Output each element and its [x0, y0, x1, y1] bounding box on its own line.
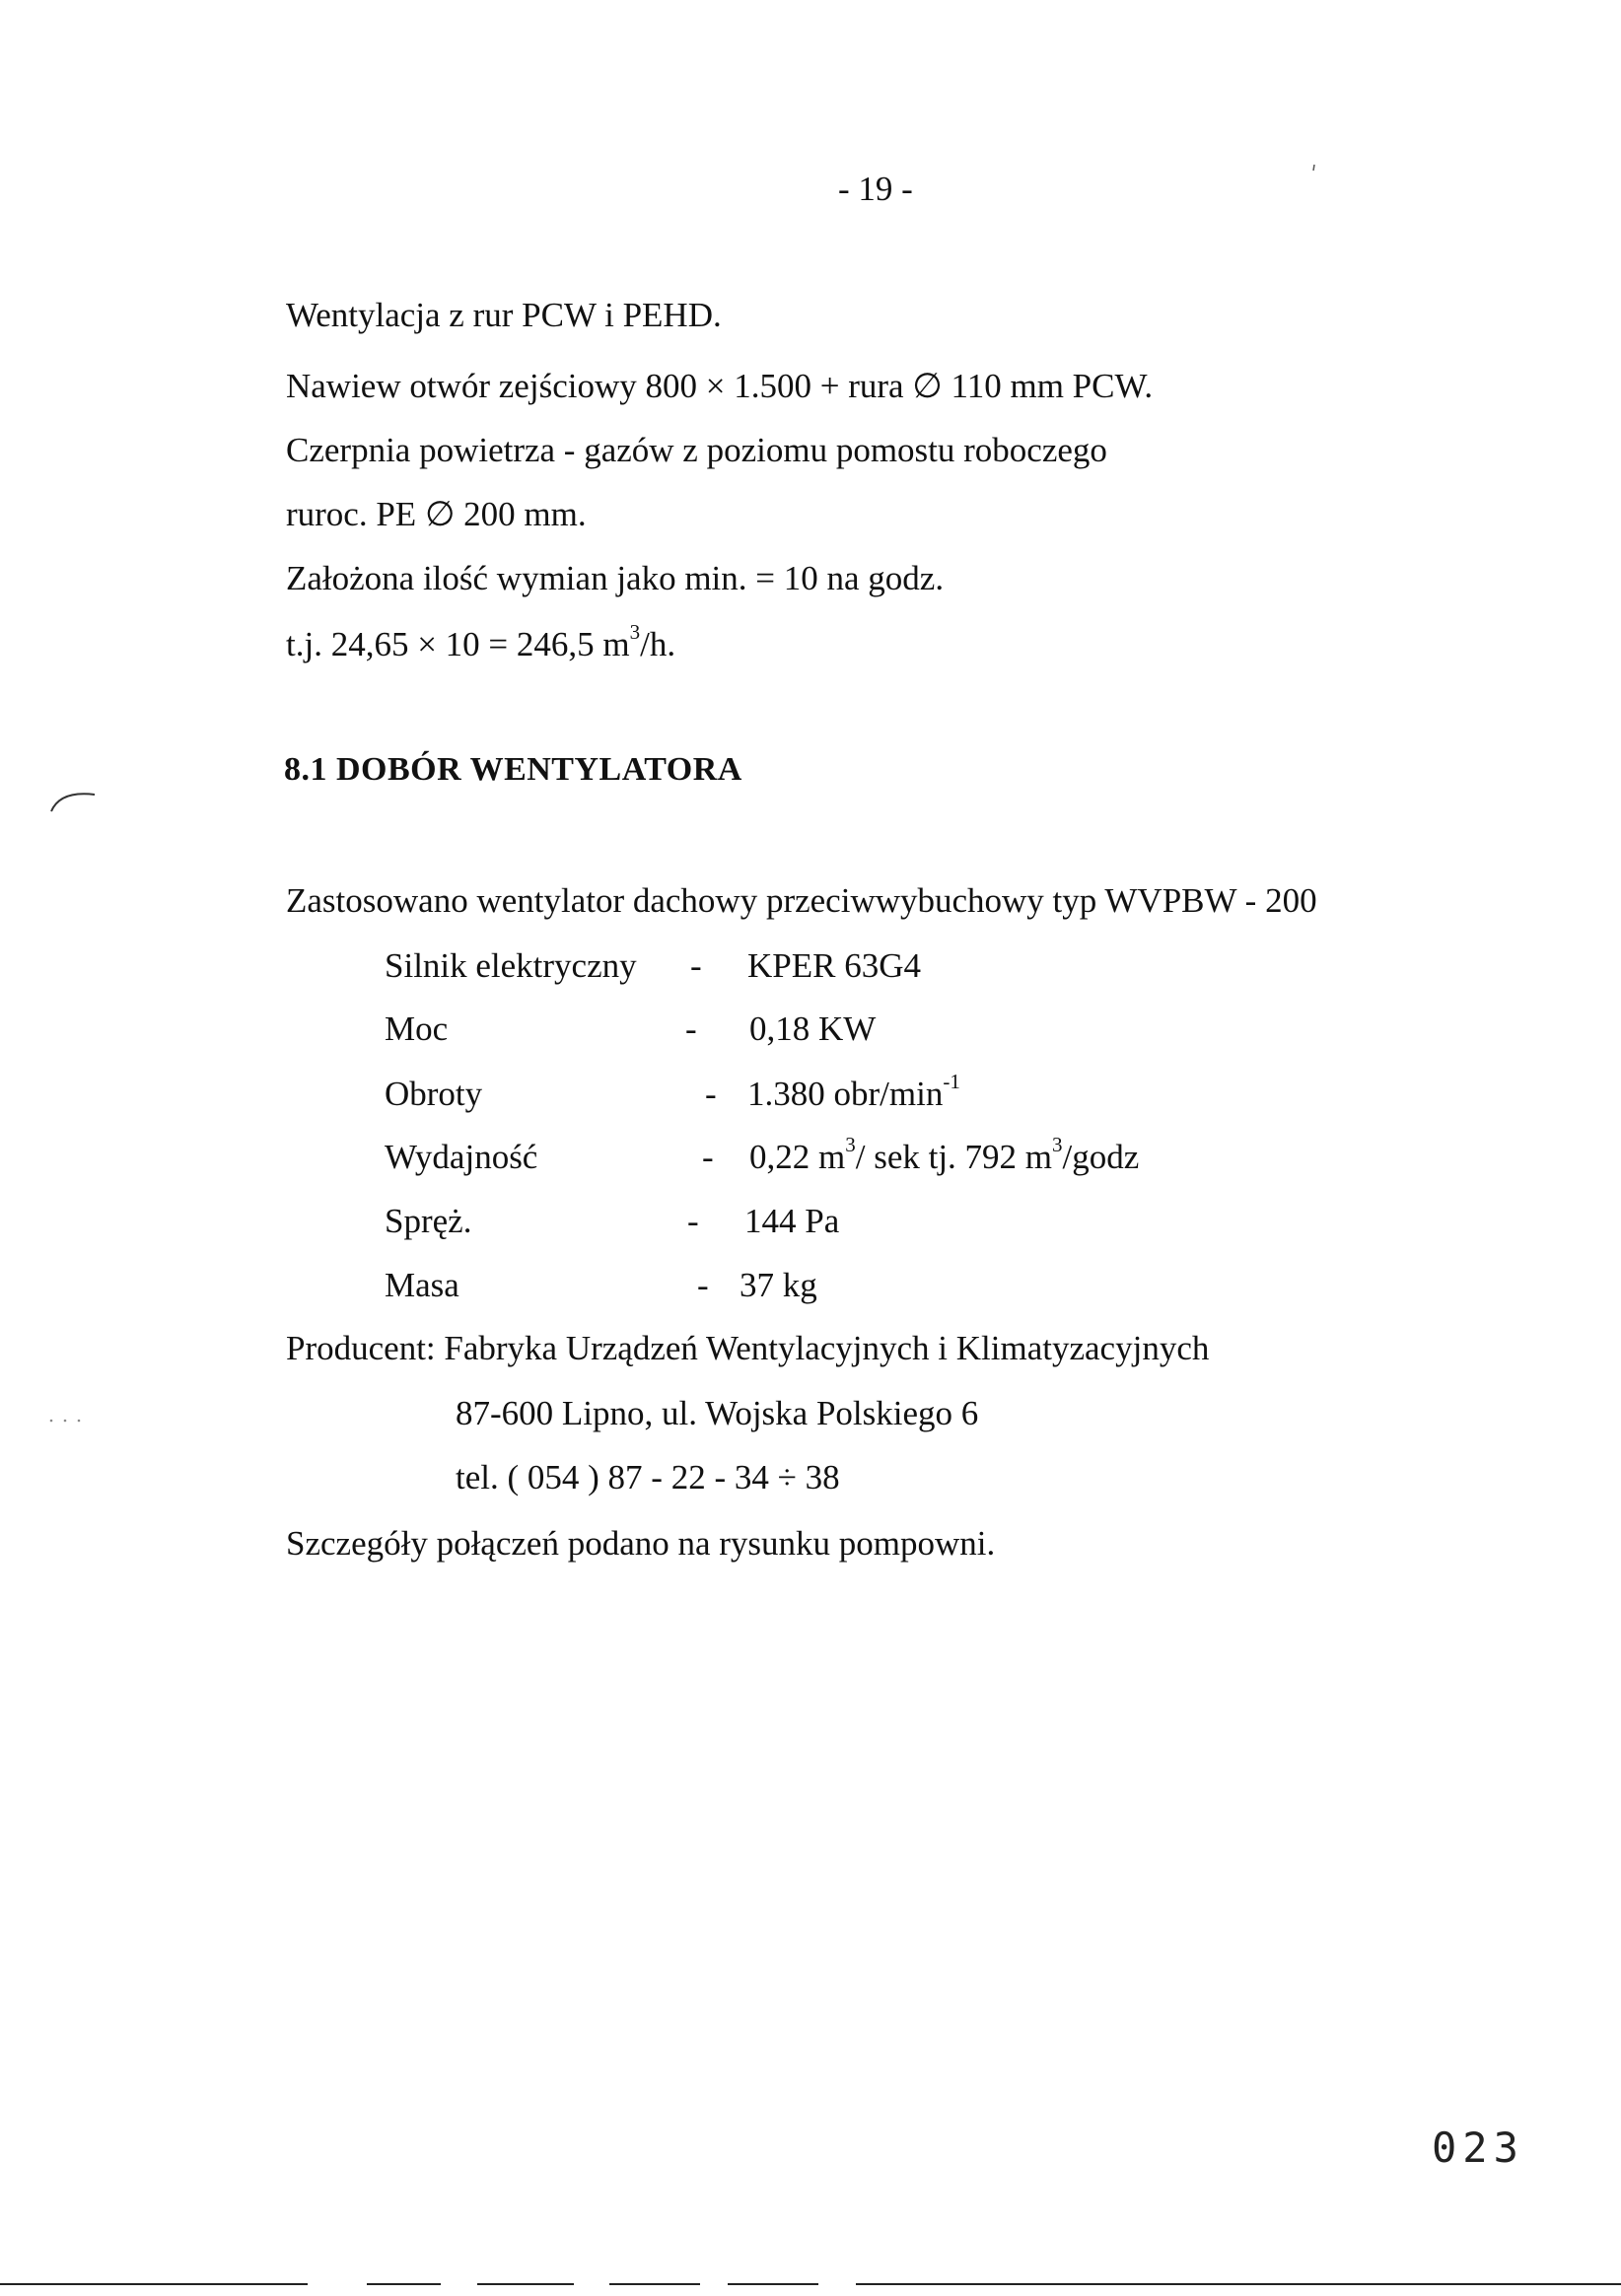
bottom-scan-rule — [728, 2283, 818, 2285]
producer-line-1: Producent: Fabryka Urządzeń Wentylacyjnych i Klimatyzacyjnych — [286, 1329, 1210, 1367]
ventilation-line-3: Czerpnia powietrza - gazów z poziomu pomostu roboczego — [286, 431, 1107, 469]
fan-intro: Zastosowano wentylator dachowy przeciwwybuchowy typ WVPBW - 200 — [286, 881, 1317, 920]
spec-dash: - — [697, 1266, 709, 1304]
archive-stamp-number: 023 — [1432, 2123, 1524, 2172]
spec-value-motor: KPER 63G4 — [747, 946, 921, 985]
capacity-value-a: 0,22 m — [749, 1138, 846, 1176]
spec-dash: - — [690, 946, 702, 985]
spec-value-speed — [747, 1070, 960, 1116]
speed-value: 1.380 obr/min — [747, 1075, 944, 1113]
air-flow-calc: t.j. 24,65 × 10 = 246,5 m — [286, 625, 630, 663]
spec-label-pressure: Spręż. — [385, 1202, 472, 1240]
bottom-scan-rule — [609, 2283, 700, 2285]
bottom-scan-rule — [477, 2283, 574, 2285]
spec-dash: - — [705, 1075, 717, 1113]
producer-address: 87-600 Lipno, ul. Wojska Polskiego 6 — [456, 1394, 979, 1432]
spec-dash: - — [687, 1202, 699, 1240]
ventilation-line-6 — [286, 620, 676, 666]
air-flow-unit-exponent: 3 — [629, 620, 641, 645]
spec-value-pressure: 144 Pa — [744, 1202, 840, 1240]
spec-dash: - — [685, 1009, 697, 1048]
ventilation-line-1: Wentylacja z rur PCW i PEHD. — [286, 296, 722, 334]
ventilation-line-4: ruroc. PE ∅ 200 mm. — [286, 495, 587, 533]
spec-value-capacity — [749, 1133, 1140, 1179]
spec-value-mass: 37 kg — [740, 1266, 817, 1304]
closing-note: Szczegóły połączeń podano na rysunku pompowni. — [286, 1524, 996, 1563]
speed-exponent: -1 — [943, 1070, 960, 1094]
spec-label-power: Moc — [385, 1009, 449, 1048]
capacity-value-b: / sek tj. 792 m — [855, 1138, 1053, 1176]
spec-label-motor: Silnik elektryczny — [385, 946, 637, 985]
page-number: - 19 - — [838, 170, 913, 208]
section-heading: 8.1 DOBÓR WENTYLATORA — [284, 751, 742, 788]
margin-dots — [47, 1417, 93, 1425]
spec-value-power: 0,18 KW — [749, 1009, 877, 1048]
speck-mark — [1311, 164, 1317, 172]
bottom-scan-rule — [856, 2283, 1621, 2285]
spec-dash: - — [702, 1138, 714, 1176]
spec-label-capacity: Wydajność — [385, 1138, 538, 1176]
capacity-value-c: /godz — [1062, 1138, 1140, 1176]
capacity-exponent-b: 3 — [1052, 1133, 1063, 1157]
producer-phone: tel. ( 054 ) 87 - 22 - 34 ÷ 38 — [456, 1458, 840, 1496]
spec-label-speed: Obroty — [385, 1075, 483, 1113]
ventilation-line-2: Nawiew otwór zejściowy 800 × 1.500 + rura ∅ 110 mm PCW. — [286, 367, 1154, 405]
spec-label-mass: Masa — [385, 1266, 459, 1304]
margin-pen-mark — [49, 784, 99, 813]
capacity-exponent-a: 3 — [845, 1133, 856, 1157]
bottom-scan-rule — [0, 2283, 308, 2285]
air-flow-unit-suffix: /h. — [640, 625, 676, 663]
bottom-scan-rule — [367, 2283, 441, 2285]
ventilation-line-5: Założona ilość wymian jako min. = 10 na godz. — [286, 559, 945, 597]
